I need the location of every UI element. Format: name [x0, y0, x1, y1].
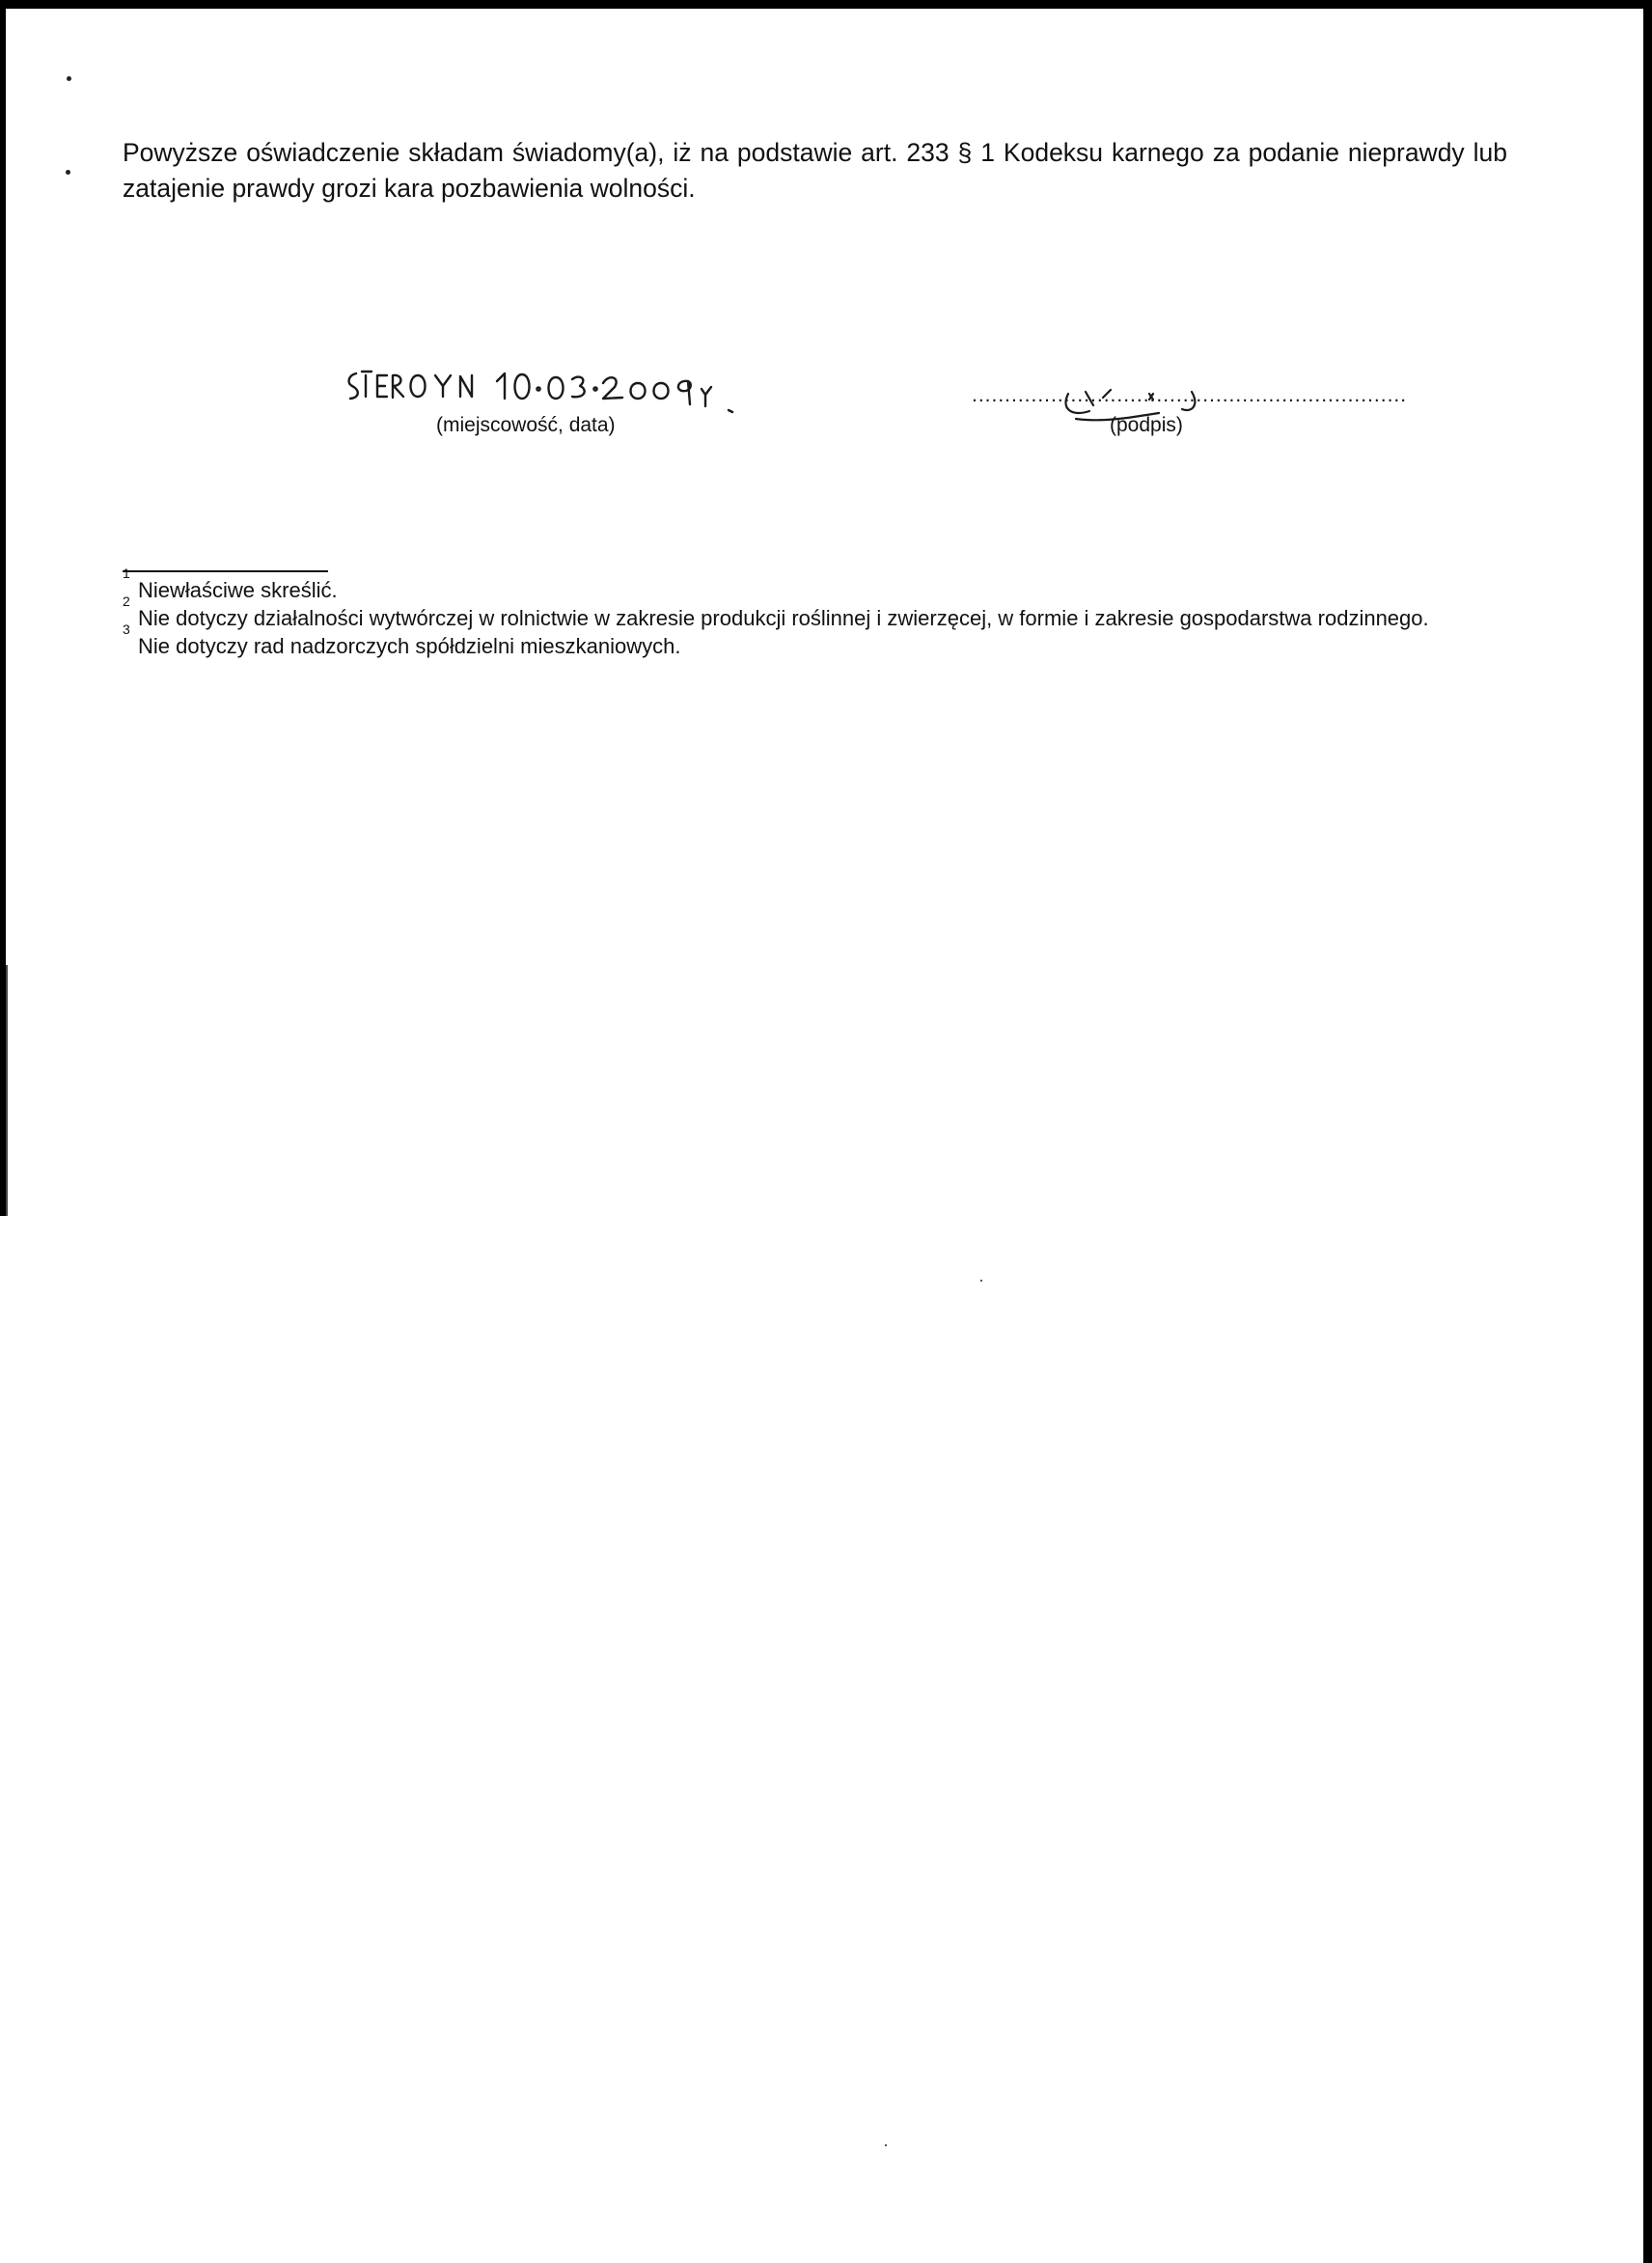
scan-speck: [67, 76, 71, 81]
place-date-caption: (miejscowość, data): [436, 414, 616, 436]
footnote-marker: 3: [123, 621, 130, 637]
footnote-text: Nie dotyczy rad nadzorczych spółdzielni mieszkaniowych.: [138, 634, 681, 658]
footnote-2: [123, 593, 1483, 632]
signature-caption: (podpis): [1110, 414, 1183, 436]
scan-border-top: [0, 0, 1652, 9]
footnote-3: [123, 621, 1483, 660]
footnote-1: [123, 566, 1483, 604]
scan-border-left-faint: [6, 965, 8, 1216]
declaration-statement: Powyższe oświadczenie składam świadomy(a), iż na podstawie art. 233 § 1 Kodeksu karnego za podanie nieprawdy lub zatajenie prawdy grozi kara pozbawienia wolności.: [123, 138, 1507, 203]
signature-line: ..................................................................: [972, 384, 1408, 406]
footnote-marker: 2: [123, 593, 130, 609]
footnote-separator: [123, 570, 328, 572]
footnote-text: Niewłaściwe skreślić.: [138, 578, 338, 602]
footnote-text: Nie dotyczy działalności wytwórczej w rolnictwie w zakresie produkcji roślinnej i zwierzęcej, w formie i zakresie gospodarstwa rodzinnego.: [138, 606, 1429, 630]
scan-border-left: [0, 0, 6, 1216]
scan-speck: [66, 170, 70, 175]
scan-border-right: [1643, 0, 1652, 2263]
scan-speck: [885, 2144, 887, 2146]
footnote-marker: 1: [123, 566, 130, 581]
footnotes: [123, 566, 1483, 660]
scan-speck: [980, 1280, 982, 1282]
